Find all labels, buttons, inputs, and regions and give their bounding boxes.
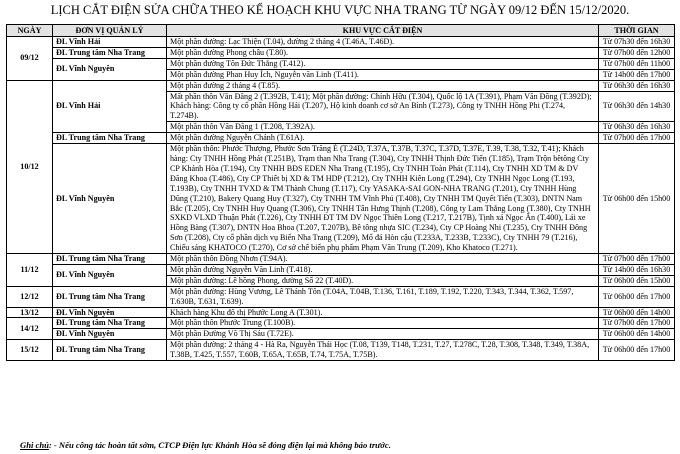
- table-row: [7, 307, 675, 318]
- unit-cell: ĐL Vĩnh Nguyên: [53, 264, 167, 286]
- unit-cell: ĐL Vĩnh Hải: [53, 37, 167, 48]
- area-cell: Một phần thôn: Phước Thượng, Phước Sơn Trăng É (T.24D, T.37A, T.37B, T.37C, T.37D, T.37E, T.39, T.38, T.32, T.41); Khách hàng: Cty TNHH Hồng Phát (T.251B), Trạm than Nha Trang (T.304), Cty TNHH Thịnh Đức Tiến (T.185), Trạm Trộn bêtông Cty CP Khánh Hòa (T.194), Cty TNHH BĐS EDEN Nha Trang (T.195), Cty TNHH Toàn Phát (T.114), Cty TNHH XD TM & DV Đăng Khoa (T.486), Cty CP Thiết bị XD & TM HDP (T.212), Cty TNHH Kiên Long (T.294), Cty TNHH Ngọc Long (T.193, T.193B), Cty TNHH TVXD & TM Thành Chung (T.117), Cty YASAKA-SAI GON-NHA TRANG (T.201), Cty TNHH Hùng Dũng (T.210), Bakery Quang Huy (T.327), Cty TNHH TM Vĩnh Phú (T.408), Cty TNHH TM Quyết Tiến (T.303), DNTN Nam Bắc (T.205), Cty TNHH Huy Quang (T.306), Cty TNHH Tân Hưng Thịnh (T.208), Công ty Lam Thắng Long (T.380), Cty TNHH SXKD VLXD Thuận Phát (T.226), Cty TNHH ĐT TM DV Ngọc Thiên Long (T.217, T.217B), Tịnh xá Ngọc Ẩn (T.400), Lái xe Hồng Bàng (T.307), DNTN Hoa Bhoa (T.207, T.207B), Bê tông nhựa SIC (T.234), Cty CP Hoàng Nhi (T.235), Cty TNHH Đông Sơn (T.208), Cty cổ phần dịch vụ Biển Nha Trang (T.209), Mổ đá Hòn cậu (T.233A, T.233B, T.233C), Cty TNHH 79 (T.216), Chiếu sáng KHATOCO (T.270), Cơ sở chế biến phụ phẩm Phạm Văn Trung (T.209), Kho Khatoco (T.271).: [167, 144, 599, 254]
- footnote-text: : - Nếu công tác hoàn tất sớm, CTCP Điện lực Khánh Hòa sẽ đóng điện lại mà không báo trước.: [48, 440, 391, 450]
- area-cell: Một phần đường: Lạc Thiện (T.04), đường 2 tháng 4 (T.46A, T.46D).: [167, 37, 599, 48]
- time-cell: Từ 06h00 đến 15h00: [599, 275, 675, 286]
- header-day: NGÀY: [7, 25, 53, 37]
- area-cell: Một phần thôn Phước Trung (T.100B).: [167, 318, 599, 329]
- time-cell: Từ 06h30 đến 16h30: [599, 122, 675, 133]
- unit-cell: ĐL Vĩnh Nguyên: [53, 307, 167, 318]
- area-cell: Một phần đường Nguyễn Chánh (T.61A).: [167, 133, 599, 144]
- unit-cell: ĐL Vĩnh Nguyên: [53, 58, 167, 80]
- area-cell: Khách hàng Khu đô thị Phước Long A (T.301).: [167, 307, 599, 318]
- outage-schedule-table: [6, 24, 675, 361]
- time-cell: Từ 07h30 đến 16h30: [599, 37, 675, 48]
- day-cell: 11/12: [7, 254, 53, 287]
- table-row: [7, 318, 675, 329]
- time-cell: Từ 06h00 đến 14h00: [599, 329, 675, 340]
- table-row: [7, 80, 675, 91]
- area-cell: Một phần đường: Hùng Vương, Lê Thánh Tôn (T.04A, T.04B, T.136, T.161, T.189, T.192, T.220, T.343, T.344, T.362, T.597, T.630B, T.631, T.639).: [167, 286, 599, 307]
- table-row: [7, 329, 675, 340]
- area-cell: Một phần đường Phong châu (T.80).: [167, 47, 599, 58]
- time-cell: Từ 07h00 đến 17h00: [599, 133, 675, 144]
- time-cell: Từ 07h00 đến 17h00: [599, 318, 675, 329]
- time-cell: Từ 14h00 đến 17h00: [599, 69, 675, 80]
- area-cell: Một phần Đường Võ Thị Sáu (T.72E).: [167, 329, 599, 340]
- unit-cell: ĐL Trung tâm Nha Trang: [53, 340, 167, 361]
- time-cell: Từ 06h00 đến 14h00: [599, 307, 675, 318]
- day-cell: 14/12: [7, 318, 53, 340]
- area-cell: Một phần đường Tôn Đức Thắng (T.412).: [167, 58, 599, 69]
- unit-cell: ĐL Vĩnh Nguyên: [53, 329, 167, 340]
- table-row: [7, 340, 675, 361]
- time-cell: Từ 14h00 đến 16h30: [599, 264, 675, 275]
- area-cell: Một phần thôn Đồng Nhơn (T.94A).: [167, 254, 599, 265]
- unit-cell: ĐL Vĩnh Nguyên: [53, 144, 167, 254]
- time-cell: Từ 07h00 đến 12h00: [599, 47, 675, 58]
- unit-cell: ĐL Vĩnh Hải: [53, 80, 167, 133]
- area-cell: Mất phần thôn Văn Đăng 2 (T.392B, T.41); Một phần đường: Chính Hữu (T.304), Quốc lộ 1A (T.391), Phạm Văn Đồng (T.392D); Khách hàng: Công ty cổ phần Hồng Hải (T.207), Hộ kinh doanh cơ sở An Bình (T.273), Công ty TNHH Hồng Phi (T.274, T.274B).: [167, 91, 599, 122]
- table-row: [7, 133, 675, 144]
- unit-cell: ĐL Trung tâm Nha Trang: [53, 254, 167, 265]
- area-cell: Một phần đường 2 tháng 4 (T.85).: [167, 80, 599, 91]
- time-cell: Từ 06h30 đến 14h30: [599, 91, 675, 122]
- table-row: [7, 254, 675, 265]
- unit-cell: ĐL Trung tâm Nha Trang: [53, 318, 167, 329]
- header-time: THỜI GIAN: [599, 25, 675, 37]
- time-cell: Từ 06h00 đến 17h00: [599, 340, 675, 361]
- area-cell: Một phần đường Phan Huy Ích, Nguyễn văn Linh (T.411).: [167, 69, 599, 80]
- day-cell: 09/12: [7, 37, 53, 81]
- area-cell: Một phần đường: 2 tháng 4 - Hà Ra, Nguyễn Thái Học (T.08, T139, T148, T.231, T.27, T.278C, T.28, T.308, T.348, T.349, T.38A, T.38B, T.425, T.557, T.60B, T.65A, T.65B, T.74, T.75A, T.75B).: [167, 340, 599, 361]
- time-cell: Từ 06h00 đến 15h00: [599, 144, 675, 254]
- table-row: [7, 144, 675, 254]
- area-cell: Một phần đường Nguyễn Văn Linh (T.418).: [167, 264, 599, 275]
- area-cell: Một phần đường: Lê hồng Phong, đường Số 22 (T.40D).: [167, 275, 599, 286]
- footnote: [20, 440, 391, 450]
- unit-cell: ĐL Trung tâm Nha Trang: [53, 286, 167, 307]
- day-cell: 10/12: [7, 80, 53, 253]
- time-cell: Từ 06h30 đến 16h30: [599, 80, 675, 91]
- day-cell: 15/12: [7, 340, 53, 361]
- day-cell: 13/12: [7, 307, 53, 318]
- unit-cell: ĐL Trung tâm Nha Trang: [53, 47, 167, 58]
- page-title: LỊCH CẮT ĐIỆN SỬA CHỮA THEO KẾ HOẠCH KHU VỰC NHA TRANG TỪ NGÀY 09/12 ĐẾN 15/12/2020.: [50, 3, 630, 17]
- header-area: KHU VỰC CẮT ĐIỆN: [167, 25, 599, 37]
- table-header-row: [7, 25, 675, 37]
- unit-cell: ĐL Trung tâm Nha Trang: [53, 133, 167, 144]
- header-unit: ĐƠN VỊ QUẢN LÝ: [53, 25, 167, 37]
- table-row: [7, 264, 675, 275]
- time-cell: Từ 07h00 đến 17h00: [599, 254, 675, 265]
- time-cell: Từ 06h00 đến 17h00: [599, 286, 675, 307]
- table-row: [7, 47, 675, 58]
- table-row: [7, 58, 675, 69]
- table-row: [7, 37, 675, 48]
- day-cell: 12/12: [7, 286, 53, 307]
- area-cell: Một phần thôn Văn Đăng 1 (T.208, T.392A).: [167, 122, 599, 133]
- table-row: [7, 286, 675, 307]
- time-cell: Từ 07h00 đến 11h00: [599, 58, 675, 69]
- footnote-label: Ghi chú: [20, 440, 49, 450]
